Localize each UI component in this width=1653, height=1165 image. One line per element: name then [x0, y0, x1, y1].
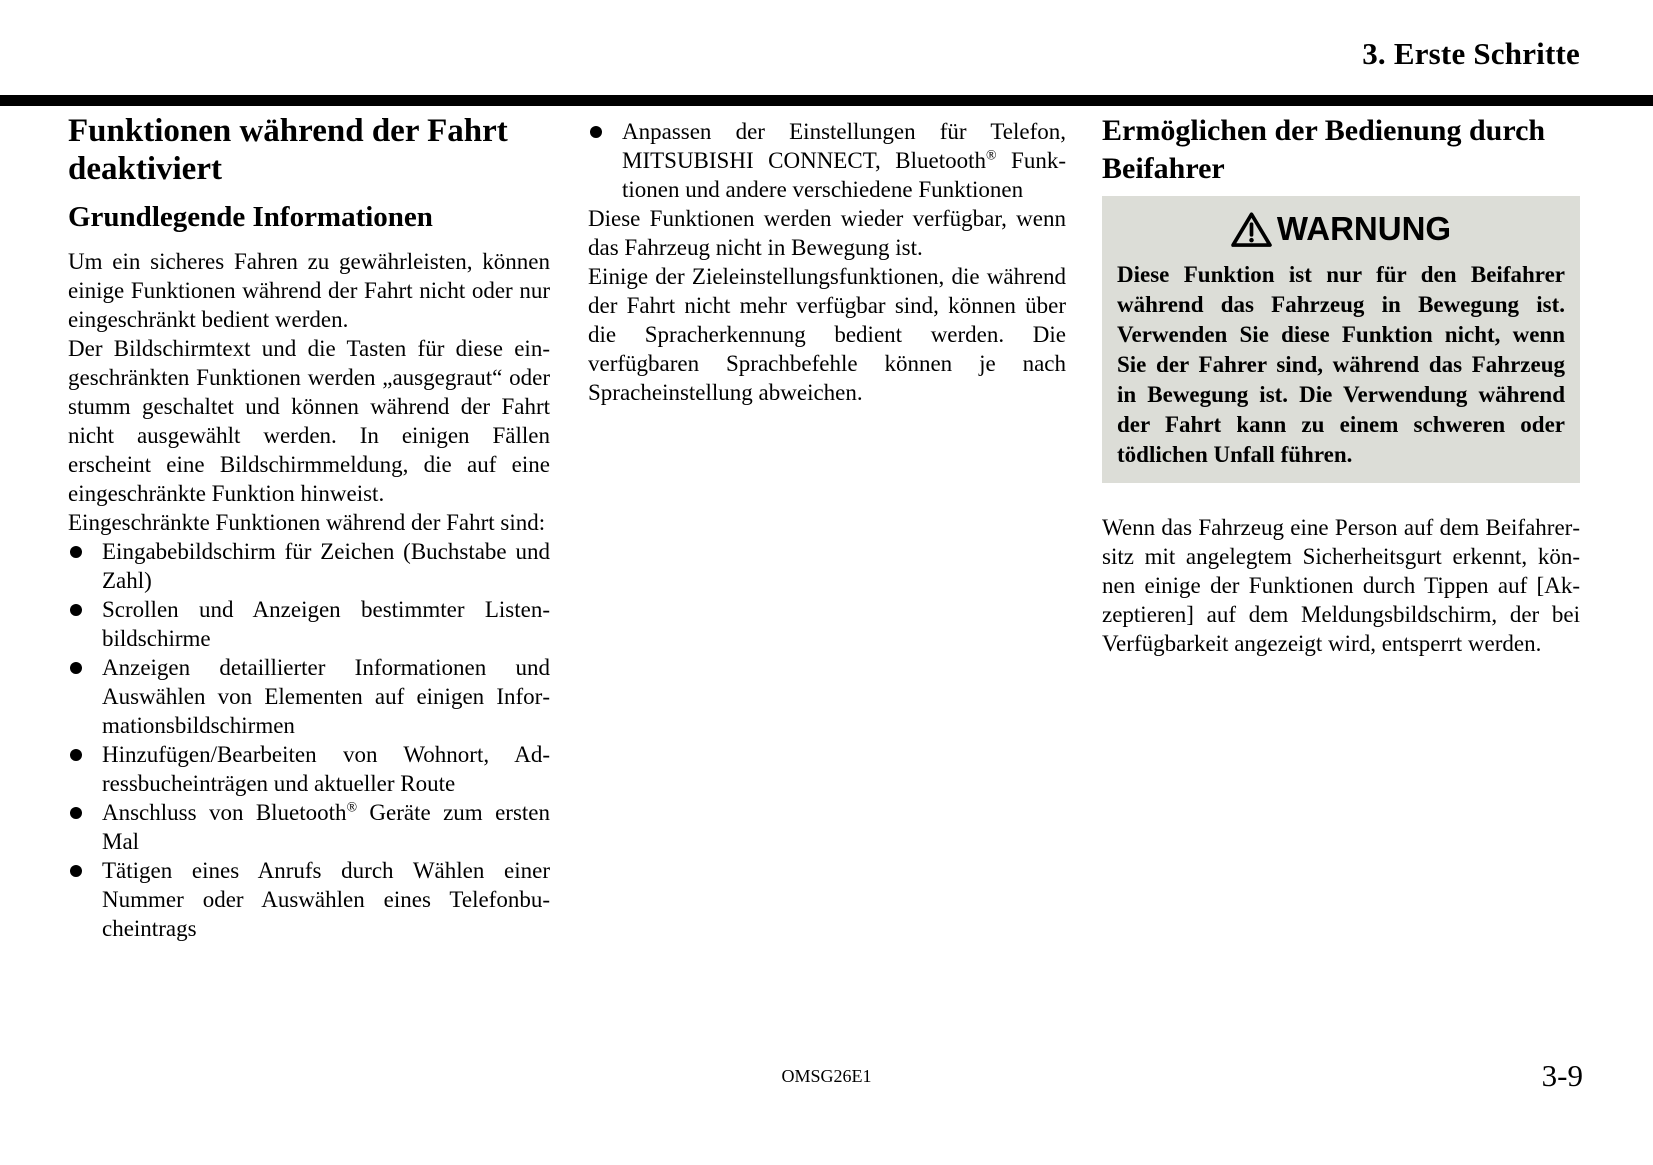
- footer-document-code: OMSG26E1: [781, 1066, 872, 1086]
- list-item: [68, 856, 550, 943]
- bullet-icon: [68, 595, 102, 653]
- bullet-icon: [68, 856, 102, 943]
- list-item-text-part: Geräte zum ersten Mal: [102, 800, 551, 854]
- list-item: [68, 798, 550, 856]
- warning-box: [1102, 196, 1580, 483]
- restricted-functions-list-continued: [588, 117, 1066, 204]
- list-item-text: Tätigen eines Anrufs durch Wählen einer Nummer oder Auswählen eines Telefonbucheintrags: [102, 858, 550, 941]
- list-item: [68, 537, 550, 595]
- bullet-icon: [588, 117, 622, 204]
- list-item-text: Scrollen und Anzeigen bestimmter Listenbildschirme: [102, 597, 550, 651]
- registered-trademark-symbol: ®: [986, 147, 997, 163]
- list-item-text: Hinzufügen/Bearbeiten von Wohnort, Adressbucheinträgen und aktueller Route: [102, 742, 550, 796]
- footer-page-number: 3-9: [1541, 1058, 1583, 1093]
- paragraph: Wenn das Fahrzeug eine Person auf dem Beifahrersitz mit angelegtem Sicherheitsgurt erkennt, können einige der Funktionen durch Tippen auf [Akzeptieren] auf dem Meldungsbildschirm, der bei Verfügbarkeit angezeigt wird, entsperrt werden.: [1102, 515, 1580, 656]
- bullet-icon: [68, 653, 102, 740]
- list-item-text: Eingabebildschirm für Zeichen (Buchstabe und Zahl): [102, 539, 550, 593]
- list-item-text: [102, 798, 550, 856]
- list-intro: Eingeschränkte Funktionen während der Fahrt sind:: [68, 510, 546, 535]
- warning-label: WARNUNG: [1276, 210, 1452, 247]
- left-column: [68, 112, 550, 943]
- paragraph: Der Bildschirmtext und die Tasten für diese eingeschränkten Funktionen werden „ausgegraut“ oder stumm geschaltet und können während der Fahrt nicht ausgewählt werden. In einigen Fällen erscheint eine Bildschirmmeldung, die auf eine eingeschränkte Funktion hinweist.: [68, 336, 550, 506]
- paragraph: Einige der Zieleinstellungsfunktionen, die während der Fahrt nicht mehr verfügbar sind, können über die Spracherkennung bedient werden. Die verfügbaren Sprachbefehle können je nach Spracheinstellung abweichen.: [588, 264, 1066, 405]
- list-item-text-part: Anschluss von Bluetooth: [102, 800, 347, 825]
- list-item-text-part: Anpassen der Einstellungen für Telefon, MITSUBISHI CONNECT, Bluetooth: [622, 119, 1066, 173]
- list-item: [588, 117, 1066, 204]
- paragraph: Diese Funktionen werden wieder verfügbar, wenn das Fahrzeug nicht in Bewegung ist.: [588, 206, 1066, 260]
- warning-title: [1117, 210, 1565, 248]
- bullet-icon: [68, 740, 102, 798]
- list-item-text: Anzeigen detaillierter Informationen und Auswählen von Elementen auf einigen Informationsbildschirmen: [102, 655, 550, 738]
- middle-column: [588, 112, 1066, 407]
- list-item-text-part: Funktionen und andere verschiedene Funktionen: [622, 148, 1066, 202]
- warning-triangle-icon: [1231, 211, 1272, 248]
- section-title-passenger-operation: Ermöglichen der Bedienung durch Beifahrer: [1102, 114, 1546, 185]
- list-item: [68, 653, 550, 740]
- paragraph: Um ein sicheres Fahren zu gewährleisten, können einige Funktionen während der Fahrt nicht oder nur eingeschränkt bedient werden.: [68, 249, 550, 332]
- list-item: [68, 740, 550, 798]
- bullet-icon: [68, 537, 102, 595]
- right-column: [1102, 112, 1580, 658]
- list-item: [68, 595, 550, 653]
- chapter-header: 3. Erste Schritte: [1362, 36, 1580, 71]
- subsection-title-basic-info: Grundlegende Informationen: [68, 201, 433, 233]
- bullet-icon: [68, 798, 102, 856]
- restricted-functions-list: [68, 537, 550, 943]
- registered-trademark-symbol: ®: [346, 799, 358, 815]
- header-rule: [0, 95, 1653, 106]
- section-title-functions-disabled: Funktionen während der Fahrt deaktiviert: [68, 113, 508, 187]
- list-item-text: [622, 117, 1066, 204]
- warning-text: Diese Funktion ist nur für den Beifahrer während das Fahrzeug in Bewegung ist. Verwenden Sie diese Funktion nicht, wenn Sie der Fahrer sind, während das Fahrzeug in Bewegung ist. Die Verwendung während der Fahrt kann zu einem schweren oder tödlichen Unfall führen.: [1117, 262, 1565, 467]
